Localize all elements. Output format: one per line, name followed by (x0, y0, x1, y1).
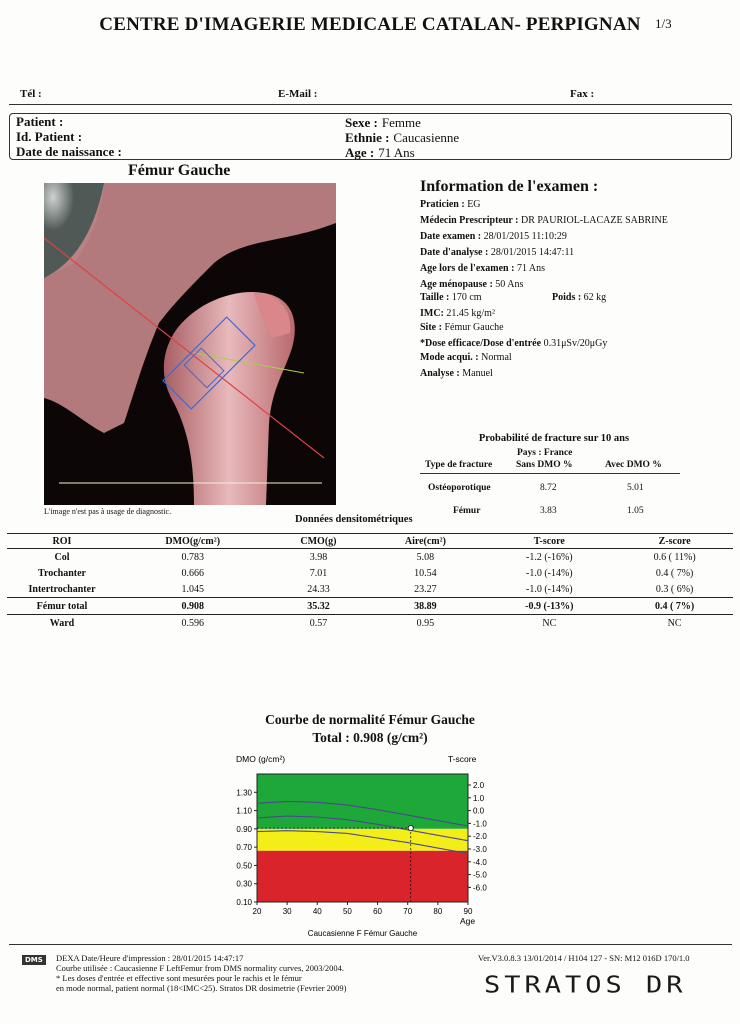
col-header: T-score (482, 534, 616, 549)
y-tick-label: 0.70 (236, 843, 252, 853)
exam-row-label: Site : (420, 322, 442, 333)
fax-label: Fax : (570, 88, 595, 100)
patient-label: Patient : (16, 114, 64, 129)
age-value: 71 Ans (378, 145, 415, 160)
exam-row (420, 247, 574, 259)
table-cell: -1.0 (-14%) (525, 567, 573, 579)
email-label: E-Mail : (278, 88, 318, 100)
dms-logo: DMS (22, 955, 46, 965)
t-tick-label: -5.0 (473, 870, 487, 880)
fracture-prob-title: Probabilité de fracture sur 10 ans (478, 433, 630, 444)
table-row (7, 581, 733, 598)
exam-row-value: Manuel (462, 368, 493, 379)
t-tick-label: -4.0 (473, 857, 487, 867)
table-cell: -0.9 (-13%) (482, 598, 616, 615)
exam-row-label: Age lors de l'examen : (420, 263, 515, 274)
table-cell: -1.2 (-16%) (525, 551, 573, 563)
exam-row-label: IMC: (420, 308, 444, 319)
poids-value: 62 kg (583, 292, 607, 303)
table-cell: 38.89 (368, 598, 482, 615)
exam-row (420, 322, 504, 334)
table-cell: 0.783 (181, 551, 204, 563)
footer-note-2: en mode normal, patient normal (18<IMC<25). Stratos DR dosimetrie (Fevrier 2009) (56, 983, 347, 993)
fracture-country: Pays : France (517, 448, 573, 458)
table-cell: Intertrochanter (28, 583, 96, 595)
table-row (7, 598, 733, 615)
y-tick-label: 0.90 (236, 824, 252, 834)
x-tick-label: 70 (403, 907, 413, 916)
fracture-type: Ostéoporotique (428, 483, 491, 493)
exam-row-value: 28/01/2015 14:47:11 (490, 247, 575, 258)
table-cell: 0.4 ( 7%) (616, 598, 733, 615)
table-cell: Fémur total (7, 598, 117, 615)
exam-row-label: Date d'analyse : (420, 247, 489, 258)
table-cell: 1.045 (181, 583, 204, 595)
table-cell: 0.908 (117, 598, 268, 615)
fracture-col-avec: Avec DMO % (605, 460, 662, 470)
fracture-col-sans: Sans DMO % (516, 460, 573, 470)
page-number: 1/3 (655, 16, 672, 31)
chart-subtitle (0, 730, 740, 746)
exam-row-value: 50 Ans (495, 279, 524, 290)
table-row (7, 565, 733, 581)
stratos-dr-logo: STRATOS DR (484, 972, 687, 999)
x-tick-label: 50 (342, 907, 352, 916)
divider (9, 104, 732, 105)
ethnie-label: Ethnie : (345, 130, 390, 145)
table-cell: Col (54, 551, 70, 563)
t-tick-label: -1.0 (473, 819, 487, 829)
chart-subtitle-label: Total : (312, 730, 350, 745)
y-tick-label: 0.10 (236, 898, 252, 907)
t-tick-label: -6.0 (473, 883, 487, 893)
table-cell: 5.08 (416, 551, 435, 563)
table-cell: 0.95 (416, 617, 435, 629)
exam-row-label: Médecin Prescripteur : (420, 215, 519, 226)
footer-curve: Courbe utilisée : Caucasienne F LeftFemur from DMS normality curves, 2003/2004. (56, 963, 345, 973)
fracture-type: Fémur (453, 506, 481, 516)
patient-id-label: Id. Patient : (16, 129, 83, 144)
x-tick-label: 20 (252, 907, 262, 916)
table-cell: NC (667, 617, 682, 629)
x-tick-label: 30 (282, 907, 292, 916)
y-axis-label: DMO (g/cm²) (236, 754, 286, 764)
x-tick-label: 40 (312, 907, 322, 916)
normality-chart (220, 748, 505, 946)
x-tick-label: 60 (373, 907, 383, 916)
table-cell: 0.57 (309, 617, 328, 629)
exam-info-title: Information de l'examen : (420, 178, 599, 195)
t-tick-label: 0.0 (473, 806, 485, 816)
t-tick-label: -3.0 (473, 845, 487, 854)
table-cell: Ward (49, 617, 75, 629)
t-axis-label: T-score (448, 754, 477, 764)
age-label: Age : (345, 145, 375, 160)
age-row (345, 144, 415, 162)
page-title: CENTRE D'IMAGERIE MEDICALE CATALAN- PERPIGNAN (99, 14, 641, 35)
exam-row (420, 292, 482, 304)
exam-row-value: 28/01/2015 11:10:29 (483, 231, 567, 242)
col-header: CMO(g) (268, 534, 368, 549)
exam-row-value: 21.45 kg/m² (446, 308, 495, 319)
exam-row (420, 279, 523, 291)
x-axis-label: Age (460, 916, 476, 926)
ethnie-value: Caucasienne (393, 130, 460, 145)
exam-row-label: Analyse : (420, 368, 460, 379)
exam-row (420, 199, 481, 211)
exam-row (420, 263, 545, 275)
patient-point (408, 826, 413, 831)
exam-row (420, 338, 607, 350)
table-cell: 24.33 (307, 583, 330, 595)
table-cell: 35.32 (268, 598, 368, 615)
y-tick-label: 0.50 (236, 861, 252, 871)
table-cell: NC (542, 617, 557, 629)
poids-label: Poids : (552, 292, 582, 303)
densito-table (7, 533, 733, 631)
exam-row-value: 170 cm (451, 292, 482, 303)
x-tick-label: 90 (463, 907, 473, 916)
y-tick-label: 1.30 (236, 788, 252, 798)
table-cell: 10.54 (414, 567, 437, 579)
table-cell: 0.666 (181, 567, 204, 579)
footer-version: Ver.V3.0.8.3 13/01/2014 / H104 127 - SN: M12 016D 170/1.0 (478, 953, 690, 963)
y-tick-label: 0.30 (236, 879, 252, 889)
exam-row-label: *Dose efficace/Dose d'entrée (420, 338, 542, 349)
y-tick-label: 1.10 (236, 806, 252, 816)
poids-row (552, 292, 606, 304)
fracture-sans: 8.72 (540, 483, 557, 493)
exam-row (420, 352, 512, 364)
image-title: Fémur Gauche (128, 162, 231, 179)
table-cell: Trochanter (38, 567, 86, 579)
exam-row-value: 0.31μSv/20μGy (543, 338, 608, 349)
table-cell: -1.0 (-14%) (525, 583, 573, 595)
sexe-label: Sexe : (345, 115, 378, 130)
chart-title: Courbe de normalité Fémur Gauche (265, 712, 475, 727)
exam-row-label: Date examen : (420, 231, 482, 242)
exam-row-value: EG (467, 199, 481, 210)
exam-row (420, 231, 567, 243)
footer-print-date: DEXA Date/Heure d'impression : 28/01/2015 14:47:17 (56, 953, 244, 963)
table-cell: 0.4 ( 7%) (655, 567, 694, 579)
chart-subtitle-value: 0.908 (g/cm²) (353, 730, 428, 745)
table-cell: 7.01 (309, 567, 328, 579)
fracture-sans: 3.83 (540, 506, 557, 516)
exam-row (420, 308, 495, 320)
fracture-col-type: Type de fracture (425, 460, 493, 470)
fracture-avec: 5.01 (627, 483, 644, 493)
col-header: ROI (7, 534, 117, 549)
table-cell: 0.3 ( 6%) (655, 583, 694, 595)
sexe-value: Femme (381, 115, 421, 130)
col-header: Aire(cm²) (368, 534, 482, 549)
table-row (7, 615, 733, 632)
exam-row (420, 215, 668, 227)
densito-title: Données densitométriques (295, 514, 413, 525)
table-cell: 3.98 (309, 551, 328, 563)
exam-row-value: Normal (481, 352, 512, 363)
t-tick-label: 1.0 (473, 793, 485, 803)
exam-row-label: Praticien : (420, 199, 465, 210)
exam-row-label: Age ménopause : (420, 279, 493, 290)
exam-row-value: 71 Ans (516, 263, 545, 274)
x-tick-label: 80 (433, 907, 443, 916)
image-caption: L'image n'est pas à usage de diagnostic. (44, 507, 172, 516)
table-cell: 0.6 ( 11%) (653, 551, 696, 563)
t-tick-label: -2.0 (473, 832, 487, 842)
table-row (7, 549, 733, 566)
femur-scan-image (44, 183, 336, 505)
table-cell: 0.596 (181, 617, 204, 629)
fracture-divider (420, 473, 680, 474)
exam-row-value: Fémur Gauche (444, 322, 504, 333)
table-cell: 23.27 (414, 583, 437, 595)
tel-label: Tél : (20, 88, 42, 100)
col-header: DMO(g/cm²) (117, 534, 268, 549)
col-header: Z-score (616, 534, 733, 549)
footer-note: * Les doses d'entrée et effective sont mesurées pour le rachis et le fémur (56, 973, 302, 983)
exam-row-label: Mode acqui. : (420, 352, 479, 363)
exam-row (420, 368, 493, 380)
fracture-avec: 1.05 (627, 506, 644, 516)
zone-osteoporose (257, 851, 468, 902)
chart-caption: Caucasienne F Fémur Gauche (307, 929, 418, 938)
exam-row-value: DR PAURIOL-LACAZE SABRINE (521, 215, 668, 226)
dob-label: Date de naissance : (16, 144, 122, 159)
footer-divider (9, 944, 732, 945)
exam-row-label: Taille : (420, 292, 450, 303)
t-tick-label: 2.0 (473, 781, 485, 790)
